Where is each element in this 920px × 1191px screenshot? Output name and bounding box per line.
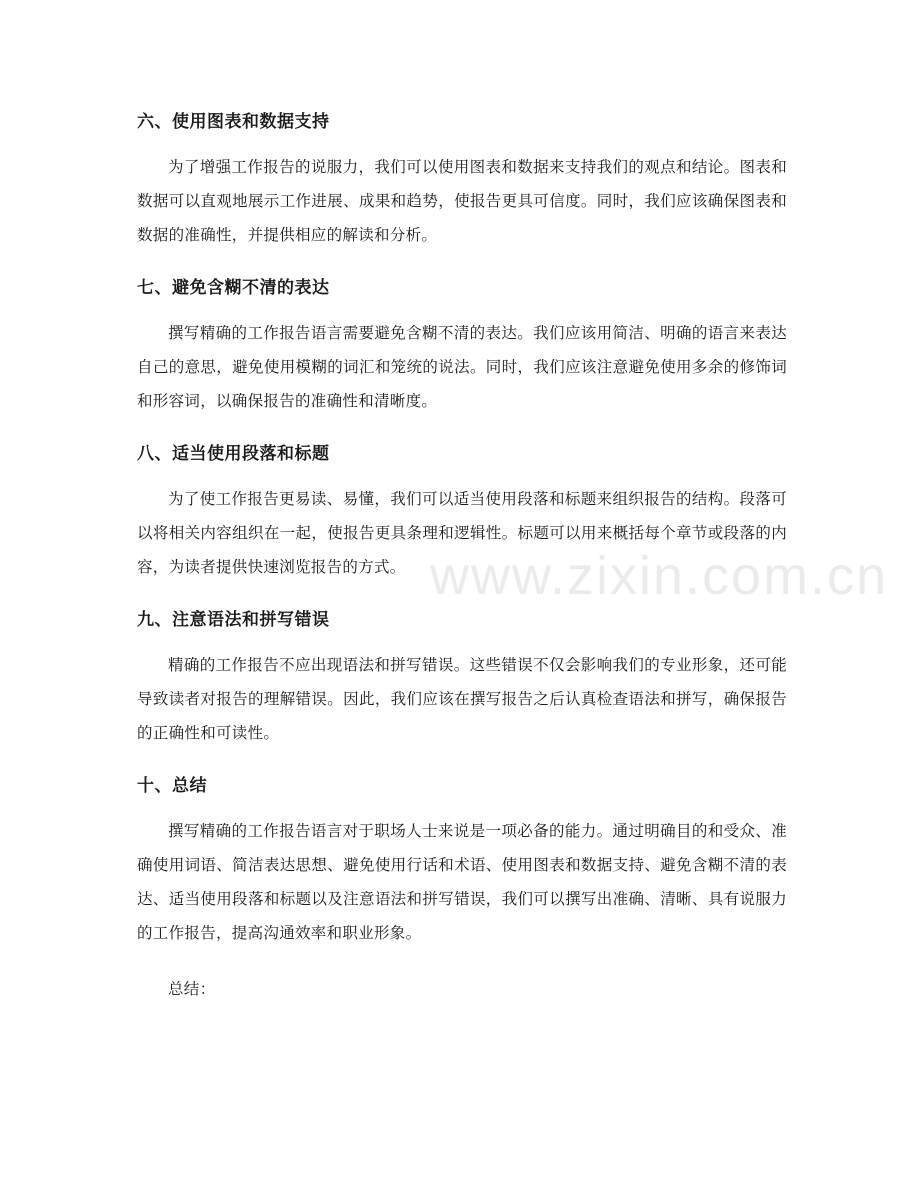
section-paragraph: 精确的工作报告不应出现语法和拼写错误。这些错误不仅会影响我们的专业形象，还可能导致读者对报告的理解错误。因此，我们应该在撰写报告之后认真检查语法和拼写，确保报告的正确性和可读性。 [137,656,787,742]
section-paragraph: 撰写精确的工作报告语言对于职场人士来说是一项必备的能力。通过明确目的和受众、准确使用词语、简洁表达思想、避免使用行话和术语、使用图表和数据支持、避免含糊不清的表达、适当使用段落和标题以及注意语法和拼写错误，我们可以撰写出准确、清晰、具有说服力的工作报告，提高沟通效率和职业形象。 [137,822,787,942]
section-7 [137,274,787,418]
section-title: 九、注意语法和拼写错误 [137,610,330,630]
closing-label: 总结： [168,980,216,998]
section-title: 六、使用图表和数据支持 [137,112,330,132]
section-9 [137,606,787,750]
section-10 [137,772,787,950]
section-paragraph: 为了使工作报告更易读、易懂，我们可以适当使用段落和标题来组织报告的结构。段落可以将相关内容组织在一起，使报告更具条理和逻辑性。标题可以用来概括每个章节或段落的内容，为读者提供快速浏览报告的方式。 [137,490,787,576]
section-paragraph: 为了增强工作报告的说服力，我们可以使用图表和数据来支持我们的观点和结论。图表和数据可以直观地展示工作进展、成果和趋势，使报告更具可信度。同时，我们应该确保图表和数据的准确性，并提供相应的解读和分析。 [137,158,787,244]
section-6 [137,108,787,252]
section-paragraph: 撰写精确的工作报告语言需要避免含糊不清的表达。我们应该用简洁、明确的语言来表达自己的意思，避免使用模糊的词汇和笼统的说法。同时，我们应该注意避免使用多余的修饰词和形容词，以确保报告的准确性和清晰度。 [137,324,787,410]
section-title: 七、避免含糊不清的表达 [137,278,330,298]
section-title: 十、总结 [137,776,207,796]
section-title: 八、适当使用段落和标题 [137,444,330,464]
watermark: www.zixin.com.cn [430,546,889,606]
document-content [137,108,787,1006]
section-8 [137,440,787,584]
